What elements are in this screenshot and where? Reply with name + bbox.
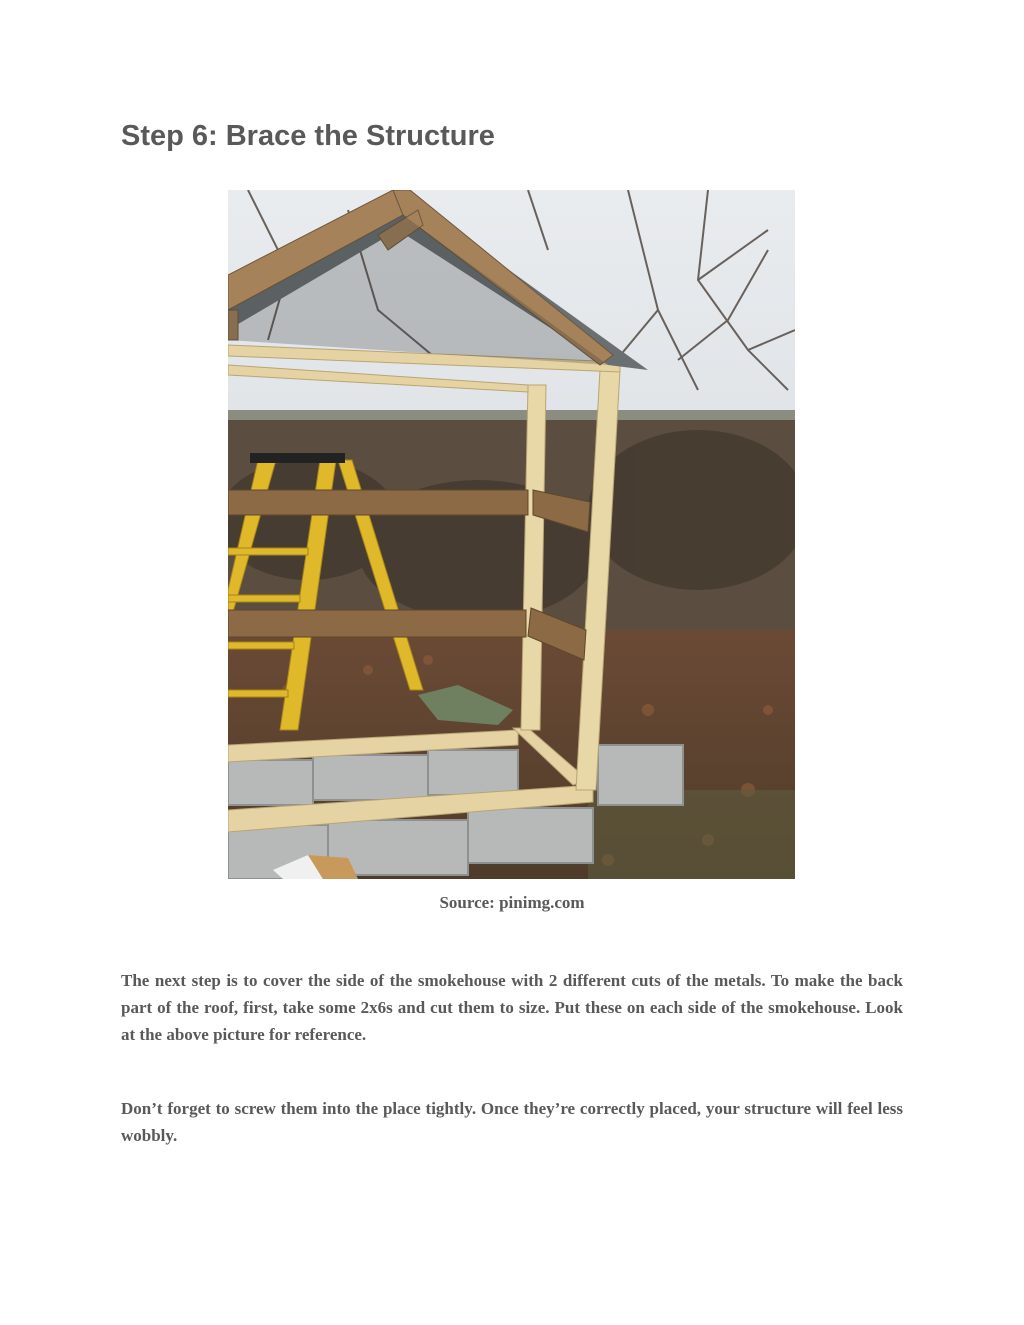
image-source-caption: Source: pinimg.com	[439, 893, 585, 912]
smokehouse-photo	[228, 190, 795, 879]
instruction-paragraph-2: Don’t forget to screw them into the place tightly. Once they’re correctly placed, your structure will feel less wobbly.	[121, 1099, 903, 1145]
step-heading: Step 6: Brace the Structure	[121, 120, 495, 152]
instruction-paragraph-1: The next step is to cover the side of the smokehouse with 2 different cuts of the metals. To make the back part of the roof, first, take some 2x6s and cut them to size. Put these on each side of the smokehouse. Look at the above picture for reference.	[121, 971, 903, 1044]
